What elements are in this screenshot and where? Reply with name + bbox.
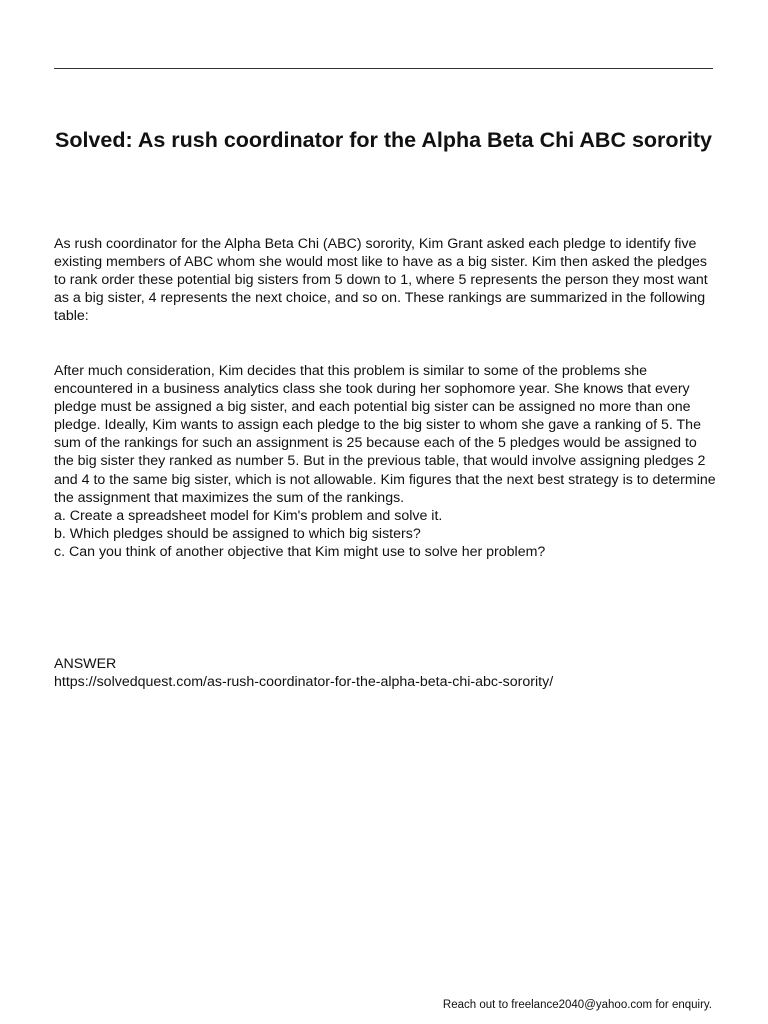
answer-label: ANSWER xyxy=(54,656,117,672)
answer-section xyxy=(54,655,718,691)
header-divider xyxy=(54,68,713,69)
question-a: a. Create a spreadsheet model for Kim's problem and solve it. xyxy=(54,507,443,524)
problem-section xyxy=(54,362,718,561)
page-title: Solved: As rush coordinator for the Alpha Beta Chi ABC sorority xyxy=(54,128,712,152)
answer-link[interactable]: https://solvedquest.com/as-rush-coordinator-for-the-alpha-beta-chi-abc-sorority/ xyxy=(54,674,554,691)
question-c: c. Can you think of another objective that Kim might use to solve her problem? xyxy=(54,543,546,560)
problem-paragraph: After much consideration, Kim decides that this problem is similar to some of the problems she encountered in a business analytics class she took during her sophomore year. She knows that every pledge must be assigned a big sister, and each potential big sister can be assigned no more than one pledge. Ideally, Kim wants to assign each pledge to the big sister to whom she gave a ranking of 5. The sum of the rankings for such an assignment is 25 because each of the 5 pledges would be assigned to the big sister they ranked as number 5. But in the previous table, that would involve assigning pledges 2 and 4 to the same big sister, which is not allowable. Kim figures that the next best strategy is to determine the assignment that maximizes the sum of the rankings. xyxy=(54,363,716,506)
question-b: b. Which pledges should be assigned to which big sisters? xyxy=(54,525,421,542)
intro-paragraph: As rush coordinator for the Alpha Beta Chi (ABC) sorority, Kim Grant asked each pledge to identify five existing members of ABC whom she would most like to have as a big sister. Kim then asked the pledges to rank order these potential big sisters from 5 down to 1, where 5 represents the person they most want as a big sister, 4 represents the next choice, and so on. These rankings are summarized in the following table: xyxy=(54,236,708,325)
footer-contact: Reach out to freelance2040@yahoo.com for enquiry. xyxy=(442,999,712,1011)
